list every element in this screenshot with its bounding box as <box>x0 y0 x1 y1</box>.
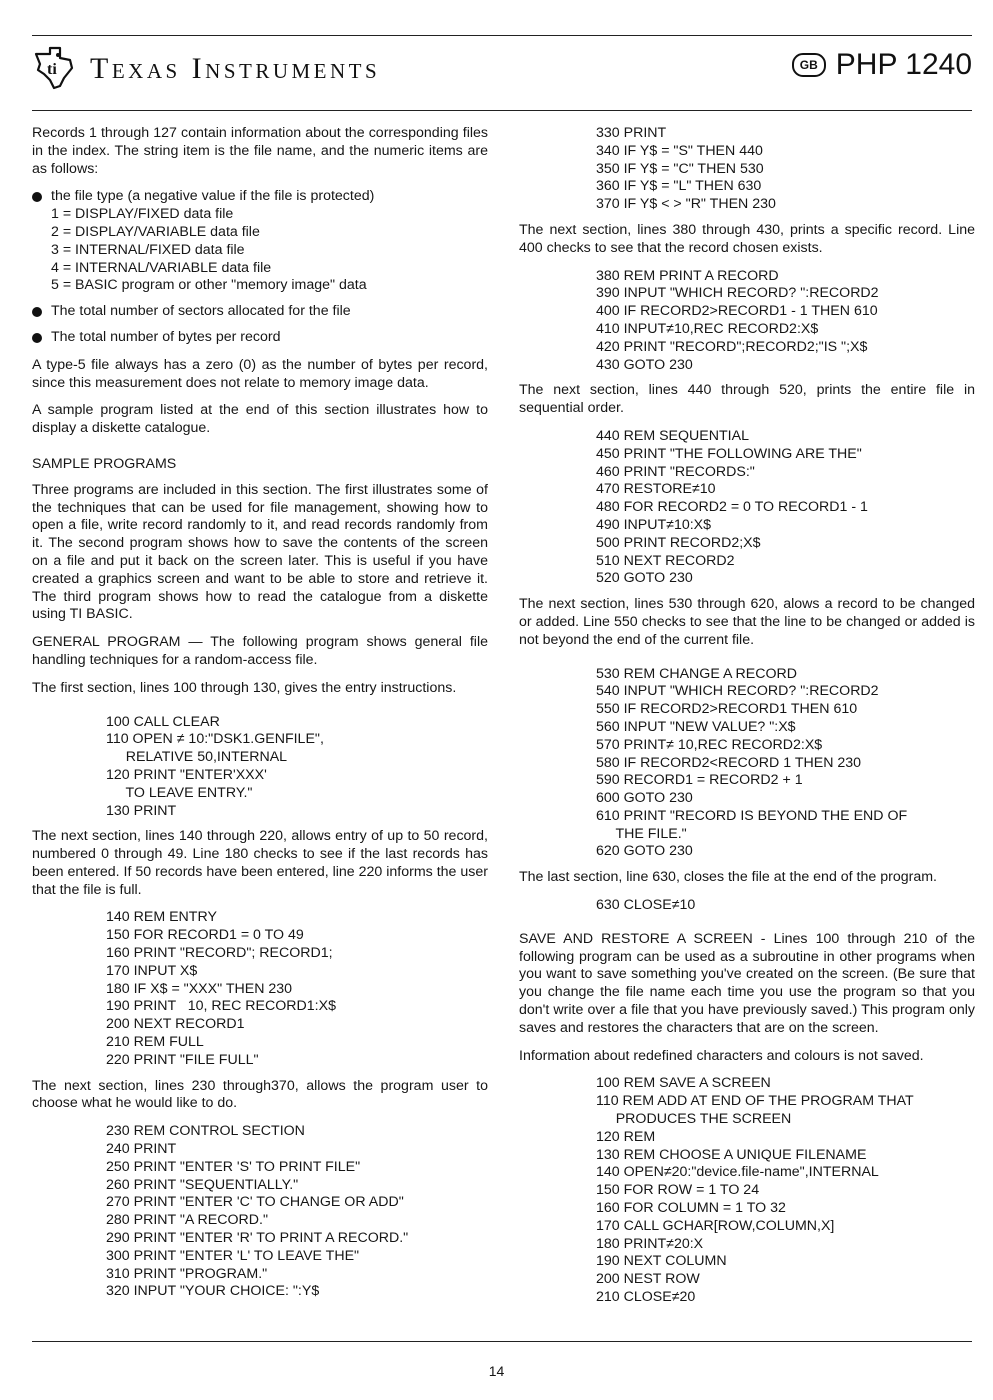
page-number: 14 <box>488 1363 505 1379</box>
svg-text:ti: ti <box>47 61 57 78</box>
type-item: 2 = DISPLAY/VARIABLE data file <box>51 223 260 240</box>
paragraph: SAVE AND RESTORE A SCREEN - Lines 100 through 210 of the following program can be used as a subroutine in other programs when you want to save something you've created on the screen. (Be sure that you change the file name each time you use the program so that you don't write over a file that you have previously saved.) This program only saves and restores the characters that are on the screen. <box>519 930 975 1036</box>
code-listing: 330 PRINT 340 IF Y$ = "S" THEN 440 350 IF Y$ = "C" THEN 530 360 IF Y$ = "L" THEN 630 370 IF Y$ < > "R" THEN 230 <box>596 125 776 213</box>
bullet-list <box>32 188 488 346</box>
footer-rule <box>32 1341 972 1342</box>
paragraph: The next section, lines 140 through 220, allows entry of up to 50 record, numbered 0 through 49. Line 180 checks to see if the last records has been entered. If 50 records have been entered, line 220 informs the user that the file is full. <box>32 828 488 898</box>
document-code <box>792 48 972 82</box>
paragraph: A type-5 file always has a zero (0) as the number of bytes per record, since this measurement does not relate to memory image data. <box>32 356 488 391</box>
ti-logo-icon <box>32 44 76 90</box>
bullet-item: The total number of bytes per record <box>32 329 488 347</box>
code-listing: 100 CALL CLEAR 110 OPEN ≠ 10:"DSK1.GENFILE", RELATIVE 50,INTERNAL 120 PRINT "ENTER'XXX' TO LEAVE ENTRY." 130 PRINT <box>106 713 324 819</box>
page-header <box>32 40 972 100</box>
paragraph: Records 1 through 127 contain information about the corresponding files in the index. The string item is the file name, and the numeric items are as follows: <box>32 125 488 177</box>
paragraph: The next section, lines 230 through370, allows the program user to choose what he would like to do. <box>32 1077 488 1112</box>
paragraph: Information about redefined characters and colours is not saved. <box>519 1047 924 1064</box>
bullet-item <box>32 188 488 295</box>
type-item: 3 = INTERNAL/FIXED data file <box>51 241 245 258</box>
right-column <box>519 125 975 1315</box>
code-listing: 230 REM CONTROL SECTION 240 PRINT 250 PRINT "ENTER 'S' TO PRINT FILE" 260 PRINT "SEQUENTIALLY." 270 PRINT "ENTER 'C' TO CHANGE OR ADD" 280 PRINT "A RECORD." 290 PRINT "ENTER 'R' TO PRINT A RECORD." 300 PRINT "ENTER 'L' TO LEAVE THE" 310 PRINT "PROGRAM." 320 INPUT "YOUR CHOICE: ":Y$ <box>106 1123 409 1300</box>
code-listing: 630 CLOSE≠10 <box>596 897 696 914</box>
top-rule <box>32 35 972 36</box>
type-list <box>51 206 488 295</box>
bullet-text: the file type (a negative value if the file is protected) <box>51 188 375 205</box>
paragraph: The next section, lines 530 through 620, alows a record to be changed or added. Line 550 checks to see that the line to be changed or added is not beyond the end of the current file. <box>519 596 975 648</box>
code-listing: 440 REM SEQUENTIAL 450 PRINT "THE FOLLOWING ARE THE" 460 PRINT "RECORDS:" 470 RESTORE≠10 480 FOR RECORD2 = 0 TO RECORD1 - 1 490 INPUT≠10:X$ 500 PRINT RECORD2;X$ 510 NEXT RECORD2 520 GOTO 230 <box>596 427 868 587</box>
paragraph: The next section, lines 380 through 430, prints a specific record. Line 400 checks to see that the record chosen exists. <box>519 221 975 256</box>
paragraph: GENERAL PROGRAM — The following program shows general file handling techniques for a random-access file. <box>32 634 488 668</box>
type-item: 4 = INTERNAL/VARIABLE data file <box>51 259 272 276</box>
gb-badge: GB <box>792 53 826 77</box>
document-number: PHP 1240 <box>835 48 972 81</box>
code-listing: 530 REM CHANGE A RECORD 540 INPUT "WHICH RECORD? ":RECORD2 550 IF RECORD2>RECORD1 THEN 610 560 INPUT "NEW VALUE? ":X$ 570 PRINT≠ 10,REC RECORD2:X$ 580 IF RECORD2<RECORD 1 THEN 230 590 RECORD1 = RECORD2 + 1 600 GOTO 230 610 PRINT "RECORD IS BEYOND THE END OF THE FILE." 620 GOTO 230 <box>596 665 908 860</box>
paragraph: The first section, lines 100 through 130, gives the entry instructions. <box>32 679 457 696</box>
brand-name: Texas Instruments <box>90 52 381 85</box>
bullet-item: The total number of sectors allocated for the file <box>32 303 488 321</box>
code-listing: 100 REM SAVE A SCREEN 110 REM ADD AT END OF THE PROGRAM THAT PRODUCES THE SCREEN 120 REM 130 REM CHOOSE A UNIQUE FILENAME 140 OPEN≠20:"device.file-name",INTERNAL 150 FOR ROW = 1 TO 24 160 FOR COLUMN = 1 TO 32 170 CALL GCHAR[ROW,COLUMN,X] 180 PRINT≠20:X 190 NEXT COLUMN 200 NEST ROW 210 CLOSE≠20 <box>596 1075 914 1306</box>
left-column <box>32 125 488 1309</box>
paragraph: Three programs are included in this section. The first illustrates some of the techniques that can be used for file management, showing how to open a file, write record randomly to it, and read records randomly from it. The second program shows how to save the contents of the screen on a file and put it back on the screen later. This is useful if you have created a graphics screen and want to be able to store and retrieve it. The third program shows how to read the catalogue from a diskette using TI BASIC. <box>32 481 488 623</box>
paragraph: The last section, line 630, closes the file at the end of the program. <box>519 869 937 886</box>
paragraph: The next section, lines 440 through 520, prints the entire file in sequential order. <box>519 382 975 417</box>
type-item: 1 = DISPLAY/FIXED data file <box>51 206 234 223</box>
paragraph: A sample program listed at the end of this section illustrates how to display a diskette catalogue. <box>32 402 488 437</box>
code-listing: 380 REM PRINT A RECORD 390 INPUT "WHICH RECORD? ":RECORD2 400 IF RECORD2>RECORD1 - 1 THEN 610 410 INPUT≠10,REC RECORD2:X$ 420 PRINT "RECORD";RECORD2;"IS ";X$ 430 GOTO 230 <box>596 267 879 373</box>
header-rule <box>32 110 972 111</box>
section-heading: SAMPLE PROGRAMS <box>32 455 177 472</box>
code-listing: 140 REM ENTRY 150 FOR RECORD1 = 0 TO 49 160 PRINT "RECORD"; RECORD1; 170 INPUT X$ 180 IF X$ = "XXX" THEN 230 190 PRINT 10, REC RECORD1:X$ 200 NEXT RECORD1 210 REM FULL 220 PRINT "FILE FULL" <box>106 909 336 1068</box>
type-item: 5 = BASIC program or other "memory image" data <box>51 277 367 294</box>
